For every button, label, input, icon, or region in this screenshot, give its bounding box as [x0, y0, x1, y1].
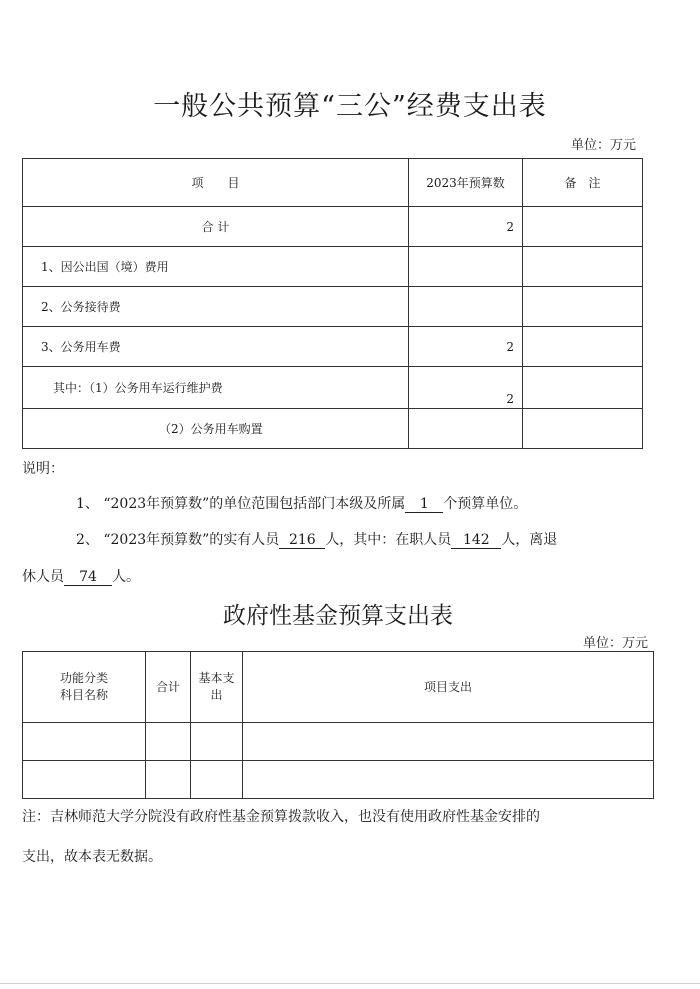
header-budget: 2023年预算数	[409, 159, 523, 207]
row-label-vehicle-maintenance: 其中：（1）公务用车运行维护费	[23, 367, 409, 409]
header-item: 项 目	[23, 159, 409, 207]
row-value-total: 2	[409, 207, 523, 247]
row-label-overseas: 1、因公出国（境）费用	[23, 247, 409, 287]
table-row	[23, 409, 643, 449]
table-header-row	[23, 652, 654, 723]
empty-cell	[146, 761, 191, 799]
government-fund-table	[22, 651, 654, 799]
note-2	[76, 529, 557, 549]
row-label-vehicle: 3、公务用车费	[23, 327, 409, 367]
note-text: 个预算单位。	[443, 496, 528, 512]
footnote-line-1: 注：吉林师范大学分院没有政府性基金预算拨款收入，也没有使用政府性基金安排的	[22, 809, 540, 825]
note-2-continued	[22, 566, 140, 586]
table2-title: 政府性基金预算支出表	[223, 603, 453, 629]
table-row	[23, 723, 654, 761]
footnote-line-2: 支出，故本表无数据。	[22, 849, 162, 865]
note-text: 休人员	[22, 569, 64, 585]
notes-heading: 说明：	[22, 461, 64, 477]
underlined-value: 74	[64, 569, 112, 586]
header-remark: 备 注	[523, 159, 643, 207]
header-total: 合计	[146, 652, 191, 723]
table-row	[23, 327, 643, 367]
empty-cell	[146, 723, 191, 761]
note-text: 人，离退	[501, 532, 558, 548]
underlined-value: 216	[279, 532, 325, 549]
row-value-vehicle-purchase	[409, 409, 523, 449]
note-1	[76, 493, 527, 513]
page-edge-divider	[0, 983, 700, 984]
empty-cell	[243, 723, 654, 761]
header-category-line2: 科目名称	[59, 688, 108, 702]
header-basic	[191, 652, 243, 723]
table2-unit: 单位：万元	[582, 636, 648, 651]
table-row	[23, 761, 654, 799]
row-remark	[523, 247, 643, 287]
row-remark	[523, 327, 643, 367]
table-row	[23, 247, 643, 287]
row-remark	[523, 367, 643, 409]
header-category	[23, 652, 146, 723]
empty-cell	[191, 761, 243, 799]
row-value-vehicle: 2	[409, 327, 523, 367]
empty-cell	[191, 723, 243, 761]
header-basic-line2: 出	[210, 688, 223, 702]
note-text: 人，其中：在职人员	[325, 532, 452, 548]
row-remark	[523, 207, 643, 247]
table1-unit: 单位：万元	[570, 138, 636, 153]
header-project: 项目支出	[243, 652, 654, 723]
header-basic-line1: 基本支	[198, 671, 235, 685]
table1-title: 一般公共预算“三公”经费支出表	[153, 91, 547, 122]
row-value-reception	[409, 287, 523, 327]
header-category-line1: 功能分类	[59, 671, 108, 685]
row-remark	[523, 287, 643, 327]
row-label-reception: 2、公务接待费	[23, 287, 409, 327]
row-value-overseas	[409, 247, 523, 287]
underlined-value: 1	[405, 496, 443, 513]
row-label-total: 合 计	[23, 207, 409, 247]
row-remark	[523, 409, 643, 449]
note-text: 1、 “2023年预算数”的单位范围包括部门本级及所属	[76, 496, 406, 512]
table-header-row	[23, 159, 643, 207]
underlined-value: 142	[451, 532, 501, 549]
note-text: 人。	[112, 569, 140, 585]
note-text: 2、 “2023年预算数”的实有人员	[76, 532, 280, 548]
empty-cell	[243, 761, 654, 799]
three-public-expenses-table	[22, 158, 643, 449]
row-value-vehicle-maintenance: 2	[409, 367, 523, 409]
empty-cell	[23, 761, 146, 799]
table-row	[23, 207, 643, 247]
empty-cell	[23, 723, 146, 761]
table-row	[23, 287, 643, 327]
row-label-vehicle-purchase: （2）公务用车购置	[23, 409, 409, 449]
table-row	[23, 367, 643, 409]
